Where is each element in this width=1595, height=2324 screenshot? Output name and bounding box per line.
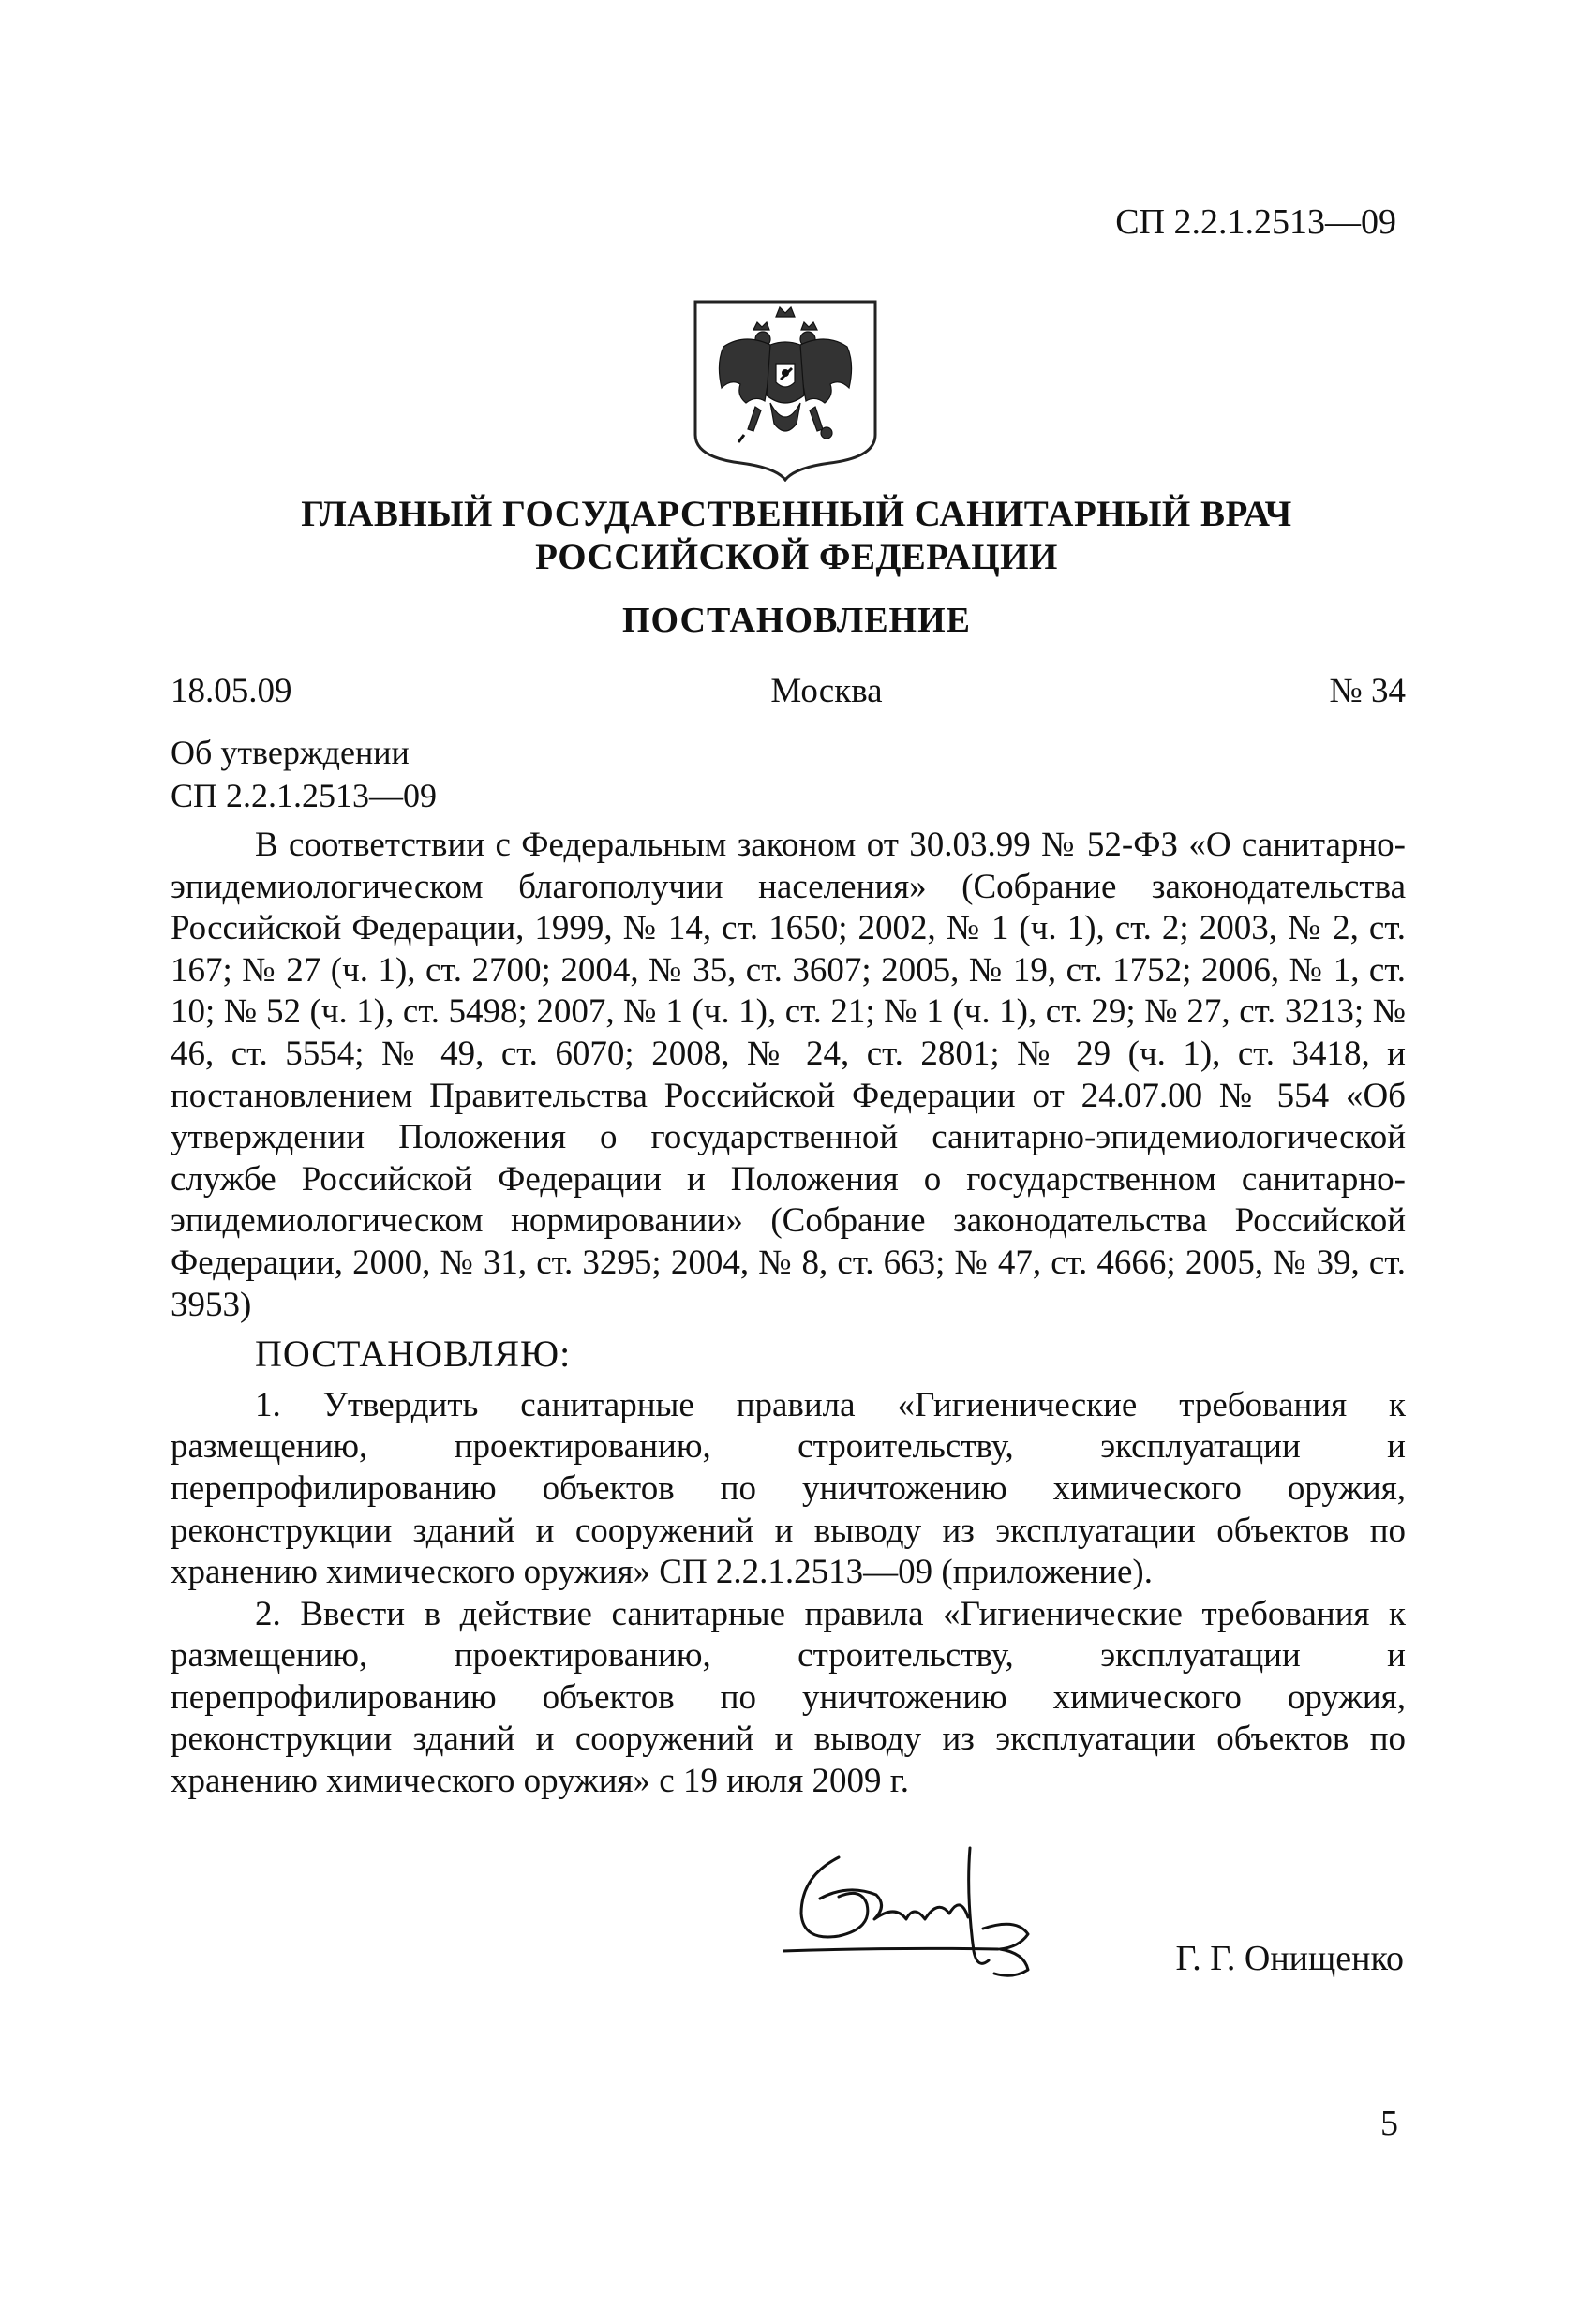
- issuer-heading-line1: ГЛАВНЫЙ ГОСУДАРСТВЕННЫЙ САНИТАРНЫЙ ВРАЧ: [301, 494, 1292, 534]
- issuer-heading-line2: РОССИЙСКОЙ ФЕДЕРАЦИИ: [535, 537, 1058, 577]
- page-number: 5: [1380, 2104, 1398, 2143]
- document-meta: [171, 671, 1406, 714]
- document-code: СП 2.2.1.2513—09: [1115, 202, 1396, 242]
- preamble-paragraph: В соответствии с Федеральным законом от 30.03.99 № 52-ФЗ «О санитарно-эпидемиологическом благополучии населения» (Собрание законодательства Российской Федерации, 1999, № 14, ст. 1650; 2002, № 1 (ч. 1), ст. 2; 2003, № 2, ст. 167; № 27 (ч. 1), ст. 2700; 2004, № 35, ст. 3607; 2005, № 19, ст. 1752; 2006, № 1, ст. 10; № 52 (ч. 1), ст. 5498; 2007, № 1 (ч. 1), ст. 21; № 1 (ч. 1), ст. 29; № 27, ст. 3213; № 46, ст. 5554; № 49, ст. 6070; 2008, № 24, ст. 2801; № 29 (ч. 1), ст. 3418, и постановлением Правительства Российской Федерации от 24.07.00 № 554 «Об утверждении Положения о государственной санитарно-эпидемиологической службе Российской Федерации и Положения о государственном санитарно-эпидемиологическом нормировании» (Собрание законодательства Российской Федерации, 2000, № 31, ст. 3295; 2004, № 8, ст. 663; № 47, ст. 4666; 2005, № 39, ст. 3953): [171, 826, 1406, 1324]
- signature-mark: [783, 1839, 1120, 1979]
- document-subject: [171, 731, 437, 817]
- signatory-name: Г. Г. Онищенко: [1175, 1939, 1404, 1978]
- decree-word: ПОСТАНОВЛЯЮ:: [255, 1333, 572, 1376]
- document-date: 18.05.09: [171, 672, 292, 710]
- subject-line2: СП 2.2.1.2513—09: [171, 777, 438, 814]
- issuer-heading: [234, 493, 1359, 579]
- item-2-paragraph: 2. Ввести в действие санитарные правила «Гигиенические требования к размещению, проектированию, строительству, эксплуатации и перепрофилированию объектов по уничтожению химического оружия, реконструкции зданий и сооружений и выводу из эксплуатации объектов по хранению химического оружия» с 19 июля 2009 г.: [171, 1594, 1406, 1801]
- document-number: № 34: [1329, 672, 1406, 710]
- document-title: ПОСТАНОВЛЕНИЕ: [621, 601, 972, 640]
- document-city: Москва: [770, 672, 883, 710]
- subject-line1: Об утверждении: [171, 734, 410, 771]
- russian-coat-of-arms-icon: [690, 298, 881, 482]
- document-body: [171, 825, 1406, 1803]
- item-1-paragraph: 1. Утвердить санитарные правила «Гигиенические требования к размещению, проектированию, строительству, эксплуатации и перепрофилированию объектов по уничтожению химического оружия, реконструкции зданий и сооружений и выводу из эксплуатации объектов по хранению химического оружия» СП 2.2.1.2513—09 (приложение).: [171, 1385, 1406, 1592]
